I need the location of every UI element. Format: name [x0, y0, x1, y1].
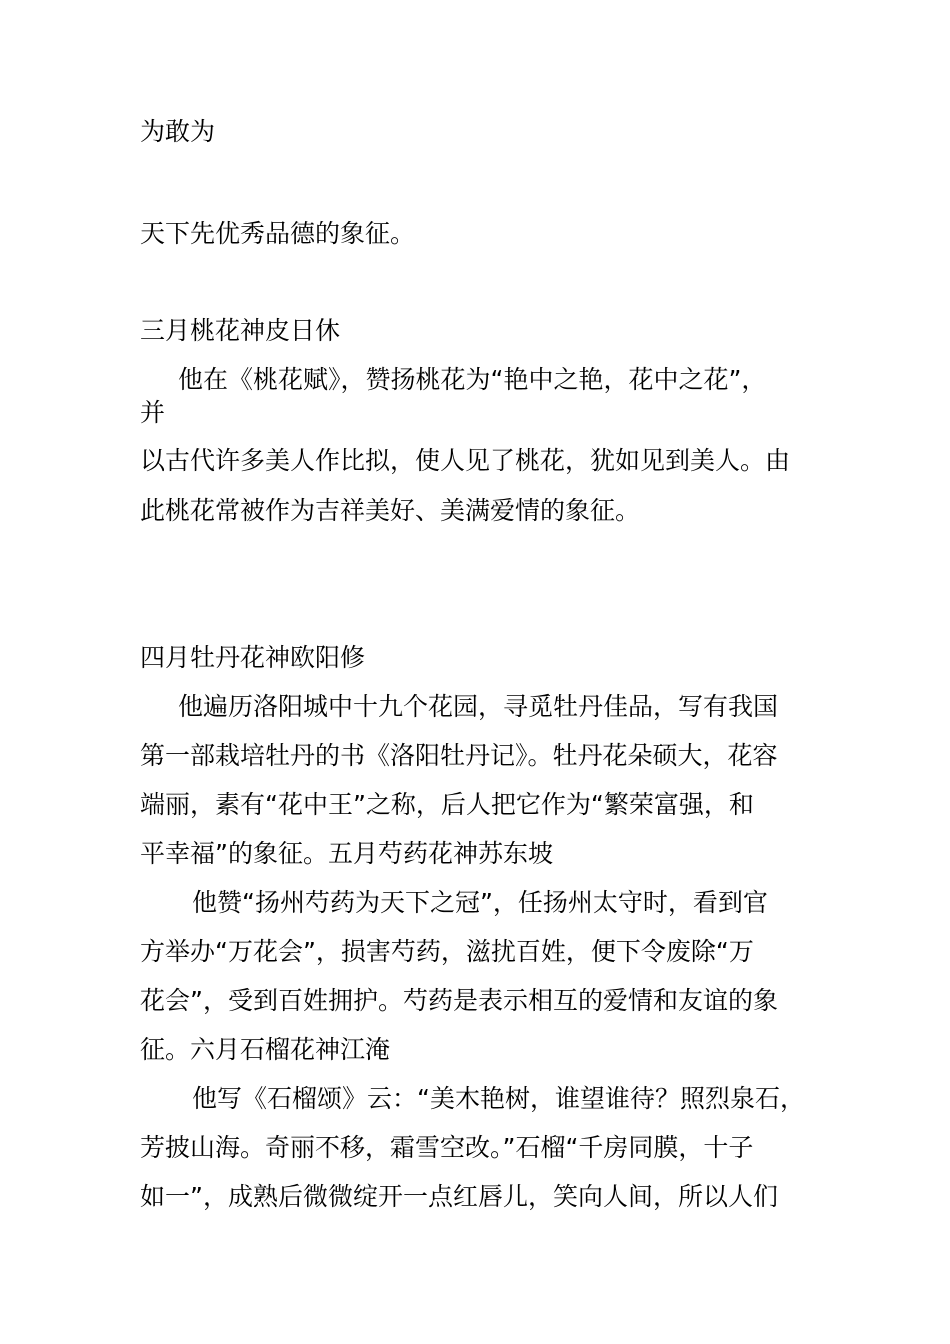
text-line: 第一部栽培牡丹的书《洛阳牡丹记》。牡丹花朵硕大，花容: [140, 741, 778, 770]
text-line: 方举办“万花会”，损害芍药，滋扰百姓，便下令废除“万: [140, 937, 754, 966]
section-heading: 四月牡丹花神欧阳修: [140, 643, 366, 672]
text-line: 天下先优秀品德的象征。: [140, 219, 416, 248]
text-line: 以古代许多美人作比拟，使人见了桃花，犹如见到美人。由: [140, 446, 791, 475]
text-line: 此桃花常被作为吉祥美好、美满爱情的象征。: [140, 496, 641, 525]
text-line: 芳披山海。奇丽不移，霜雪空改。”石榴“千房同膜，十子: [140, 1133, 754, 1162]
section-heading: 三月桃花神皮日休: [140, 316, 341, 345]
text-line: 征。六月石榴花神江淹: [140, 1035, 391, 1064]
text-line: 并: [140, 398, 166, 427]
text-line: 平幸福”的象征。五月芍药花神苏东坡: [140, 839, 553, 868]
text-line: 他遍历洛阳城中十九个花园，寻觅牡丹佳品，写有我国: [178, 692, 779, 721]
text-line: 端丽，素有“花中王”之称，后人把它作为“繁荣富强，和: [140, 790, 754, 819]
text-line: 他在《桃花赋》，赞扬桃花为“艳中之艳，花中之花”，: [178, 365, 767, 394]
text-line: 花会”，受到百姓拥护。芍药是表示相互的爱情和友谊的象: [140, 986, 778, 1015]
text-line: 为敢为: [140, 117, 216, 146]
text-line: 他写《石榴颂》云：“美木艳树，谁望谁待？照烈泉石，: [192, 1084, 805, 1113]
text-line: 如一”，成熟后微微绽开一点红唇儿，笑向人间，所以人们: [140, 1182, 778, 1211]
text-line: 他赞“扬州芍药为天下之冠”，任扬州太守时，看到官: [192, 888, 768, 917]
